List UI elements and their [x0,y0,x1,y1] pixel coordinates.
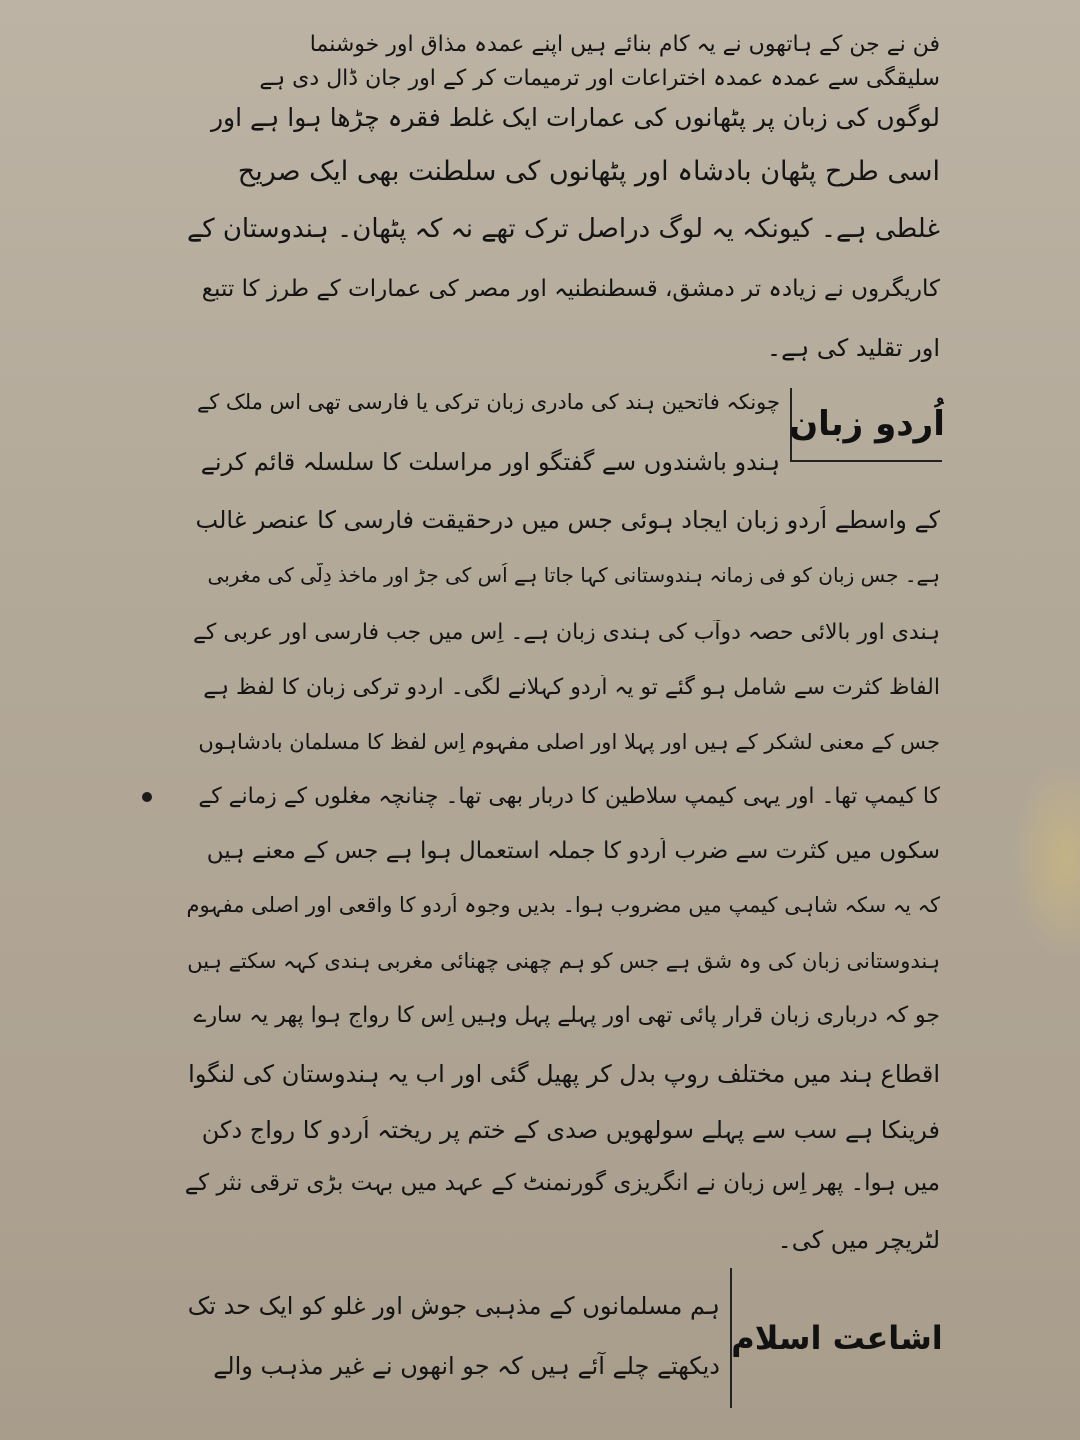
p1-line-1: فن نے جن کے ہاتھوں نے یہ کام بنائے ہیں اپنے عمدہ مذاق اور خوشنما [309,32,940,57]
p1-line-7: اور تقلید کی ہے۔ [767,334,940,362]
urdu-line-16: لٹریچر میں کی۔ [777,1226,940,1254]
urdu-line-14: فرینکا ہے سب سے پہلے سولھویں صدی کے ختم پر ریختہ اُردو کا رواج دکن [201,1116,940,1144]
p1-line-5: غلطی ہے۔ کیونکہ یہ لوگ دراصل ترک تھے نہ کہ پٹھان۔ ہندوستان کے [186,214,940,244]
section-heading-urdu: اُردو زبان [790,388,942,462]
urdu-line-6: الفاظ کثرت سے شامل ہو گئے تو یہ اُردو کہلانے لگی۔ اردو ترکی زبان کا لفظ ہے [203,675,940,700]
p1-line-6: کاریگروں نے زیادہ تر دمشق، قسطنطنیہ اور مصر کی عمارات کے طرز کا تتبع [201,276,940,302]
p1-line-2: سلیقگی سے عمدہ عمدہ اختراعات اور ترمیمات کر کے اور جان ڈال دی ہے [259,66,940,91]
urdu-line-3: کے واسطے اُردو زبان ایجاد ہوئی جس میں درحقیقت فارسی کا عنصر غالب [195,506,940,534]
paper-stain [1010,760,1080,960]
urdu-line-11: ہندوستانی زبان کی وہ شق ہے جس کو ہم چھنی چھنائی مغربی ہندی کہہ سکتے ہیں [187,949,940,973]
urdu-line-9: سکوں میں کثرت سے ضرب اُردو کا جملہ استعمال ہوا ہے جس کے معنے ہیں [206,838,940,864]
urdu-line-8: کا کیمپ تھا۔ اور یہی کیمپ سلاطین کا دربار بھی تھا۔ چنانچہ مغلوں کے زمانے کے [198,784,940,809]
urdu-line-2: ہندو باشندوں سے گفتگو اور مراسلت کا سلسلہ قائم کرنے [200,448,780,476]
urdu-line-15: میں ہوا۔ پھر اِس زبان نے انگریزی گورنمنٹ کے عہد میں بہت بڑی ترقی نثر کے [184,1170,940,1196]
islam-line-2: دیکھتے چلے آئے ہیں کہ جو انھوں نے غیر مذہب والے [213,1352,720,1380]
p1-line-4: اسی طرح پٹھان بادشاہ اور پٹھانوں کی سلطنت بھی ایک صریح [237,156,940,187]
urdu-line-13: اقطاع ہند میں مختلف روپ بدل کر پھیل گئی اور اب یہ ہندوستان کی لنگوا [188,1060,940,1088]
urdu-line-1: چونکہ فاتحین ہند کی مادری زبان ترکی یا فارسی تھی اس ملک کے [196,390,780,414]
urdu-line-7: جس کے معنی لشکر کے ہیں اور پہلا اور اصلی مفہوم اِس لفظ کا مسلمان بادشاہوں [198,730,940,754]
ink-dot [142,792,152,802]
islam-line-1: ہم مسلمانوں کے مذہبی جوش اور غلو کو ایک حد تک [187,1292,720,1320]
urdu-line-12: جو کہ درباری زبان قرار پائی تھی اور پہلے پہل وہیں اِس کا رواج ہوا پھر یہ سارے [193,1003,940,1028]
p1-line-3: لوگوں کی زبان پر پٹھانوں کی عمارات ایک غلط فقرہ چڑھا ہوا ہے اور [210,103,940,132]
urdu-line-4: ہے۔ جس زبان کو فی زمانہ ہندوستانی کہا جاتا ہے اُس کی جڑ اور ماخذ دِلّی کی مغربی [207,563,940,587]
urdu-line-10: کہ یہ سکہ شاہی کیمپ میں مضروب ہوا۔ بدیں وجوہ اُردو کا واقعی اور اصلی مفہوم [186,893,940,917]
urdu-line-5: ہندی اور بالائی حصہ دوآب کی ہندی زبان ہے۔ اِس میں جب فارسی اور عربی کے [193,620,940,645]
section-heading-islam: اشاعت اسلام [730,1268,942,1408]
